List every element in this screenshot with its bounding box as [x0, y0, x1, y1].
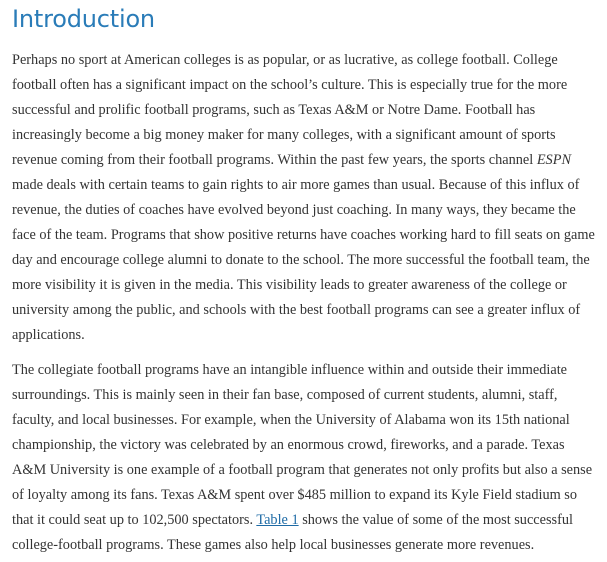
line-text: shows the value of some of the most successful [298, 512, 573, 528]
emphasis-espn: ESPN [536, 152, 571, 168]
paragraph-line: A&M University is one example of a football program that generates not only profits but also a sense [12, 462, 593, 478]
article-page [12, 0, 594, 558]
line-text: revenue coming from their football programs. Within the past few years, the sports channel [12, 152, 537, 168]
paragraph-line: university among the public, and schools with the best football programs can see a greater influx of [12, 302, 581, 318]
paragraph-line [12, 148, 594, 173]
section-title: Introduction [12, 5, 155, 33]
paragraph-line: revenue, the duties of coaches have evolved beyond just coaching. In many ways, they became the [12, 202, 576, 218]
paragraph-line: more visibility it is given in the media. This visibility leads to greater awareness of the college or [12, 277, 567, 293]
paragraph-line: successful and prolific football programs, such as Texas A&M or Notre Dame. Football has [12, 102, 536, 118]
paragraph-line: Perhaps no sport at American colleges is as popular, or as lucrative, as college football. College [12, 52, 558, 68]
paragraph-line: day and encourage college alumni to donate to the school. The more successful the football team, the [12, 252, 590, 268]
paragraph-line: face of the team. Programs that show positive returns have coaches working hard to fill seats on game [12, 227, 595, 243]
table-1-link[interactable]: Table 1 [256, 512, 299, 528]
paragraph-line: faculty, and local businesses. For example, when the University of Alabama won its 15th national [12, 412, 570, 428]
paragraph-line: The collegiate football programs have an intangible influence within and outside their immediate [12, 362, 568, 378]
line-text: that it could seat up to 102,500 spectators. [12, 512, 257, 528]
paragraph-line: of loyalty among its fans. Texas A&M spent over $485 million to expand its Kyle Field stadium so [12, 487, 577, 503]
paragraph-line: applications. [12, 327, 85, 343]
paragraph-line: surroundings. This is mainly seen in their fan base, composed of current students, alumni, staff, [12, 387, 558, 403]
intro-paragraph-2 [12, 358, 594, 558]
paragraph-line: increasingly become a big money maker for many colleges, with a significant amount of sports [12, 127, 556, 143]
intro-paragraph-1 [12, 48, 594, 348]
paragraph-line: football often has a significant impact on the school’s culture. This is especially true for the more [12, 77, 568, 93]
paragraph-line: college-football programs. These games also help local businesses generate more revenues. [12, 537, 535, 553]
paragraph-line [12, 508, 594, 533]
paragraph-line: made deals with certain teams to gain rights to air more games than usual. Because of this influx of [12, 177, 580, 193]
paragraph-line: championship, the victory was celebrated by an enormous crowd, fireworks, and a parade. Texas [12, 437, 565, 453]
